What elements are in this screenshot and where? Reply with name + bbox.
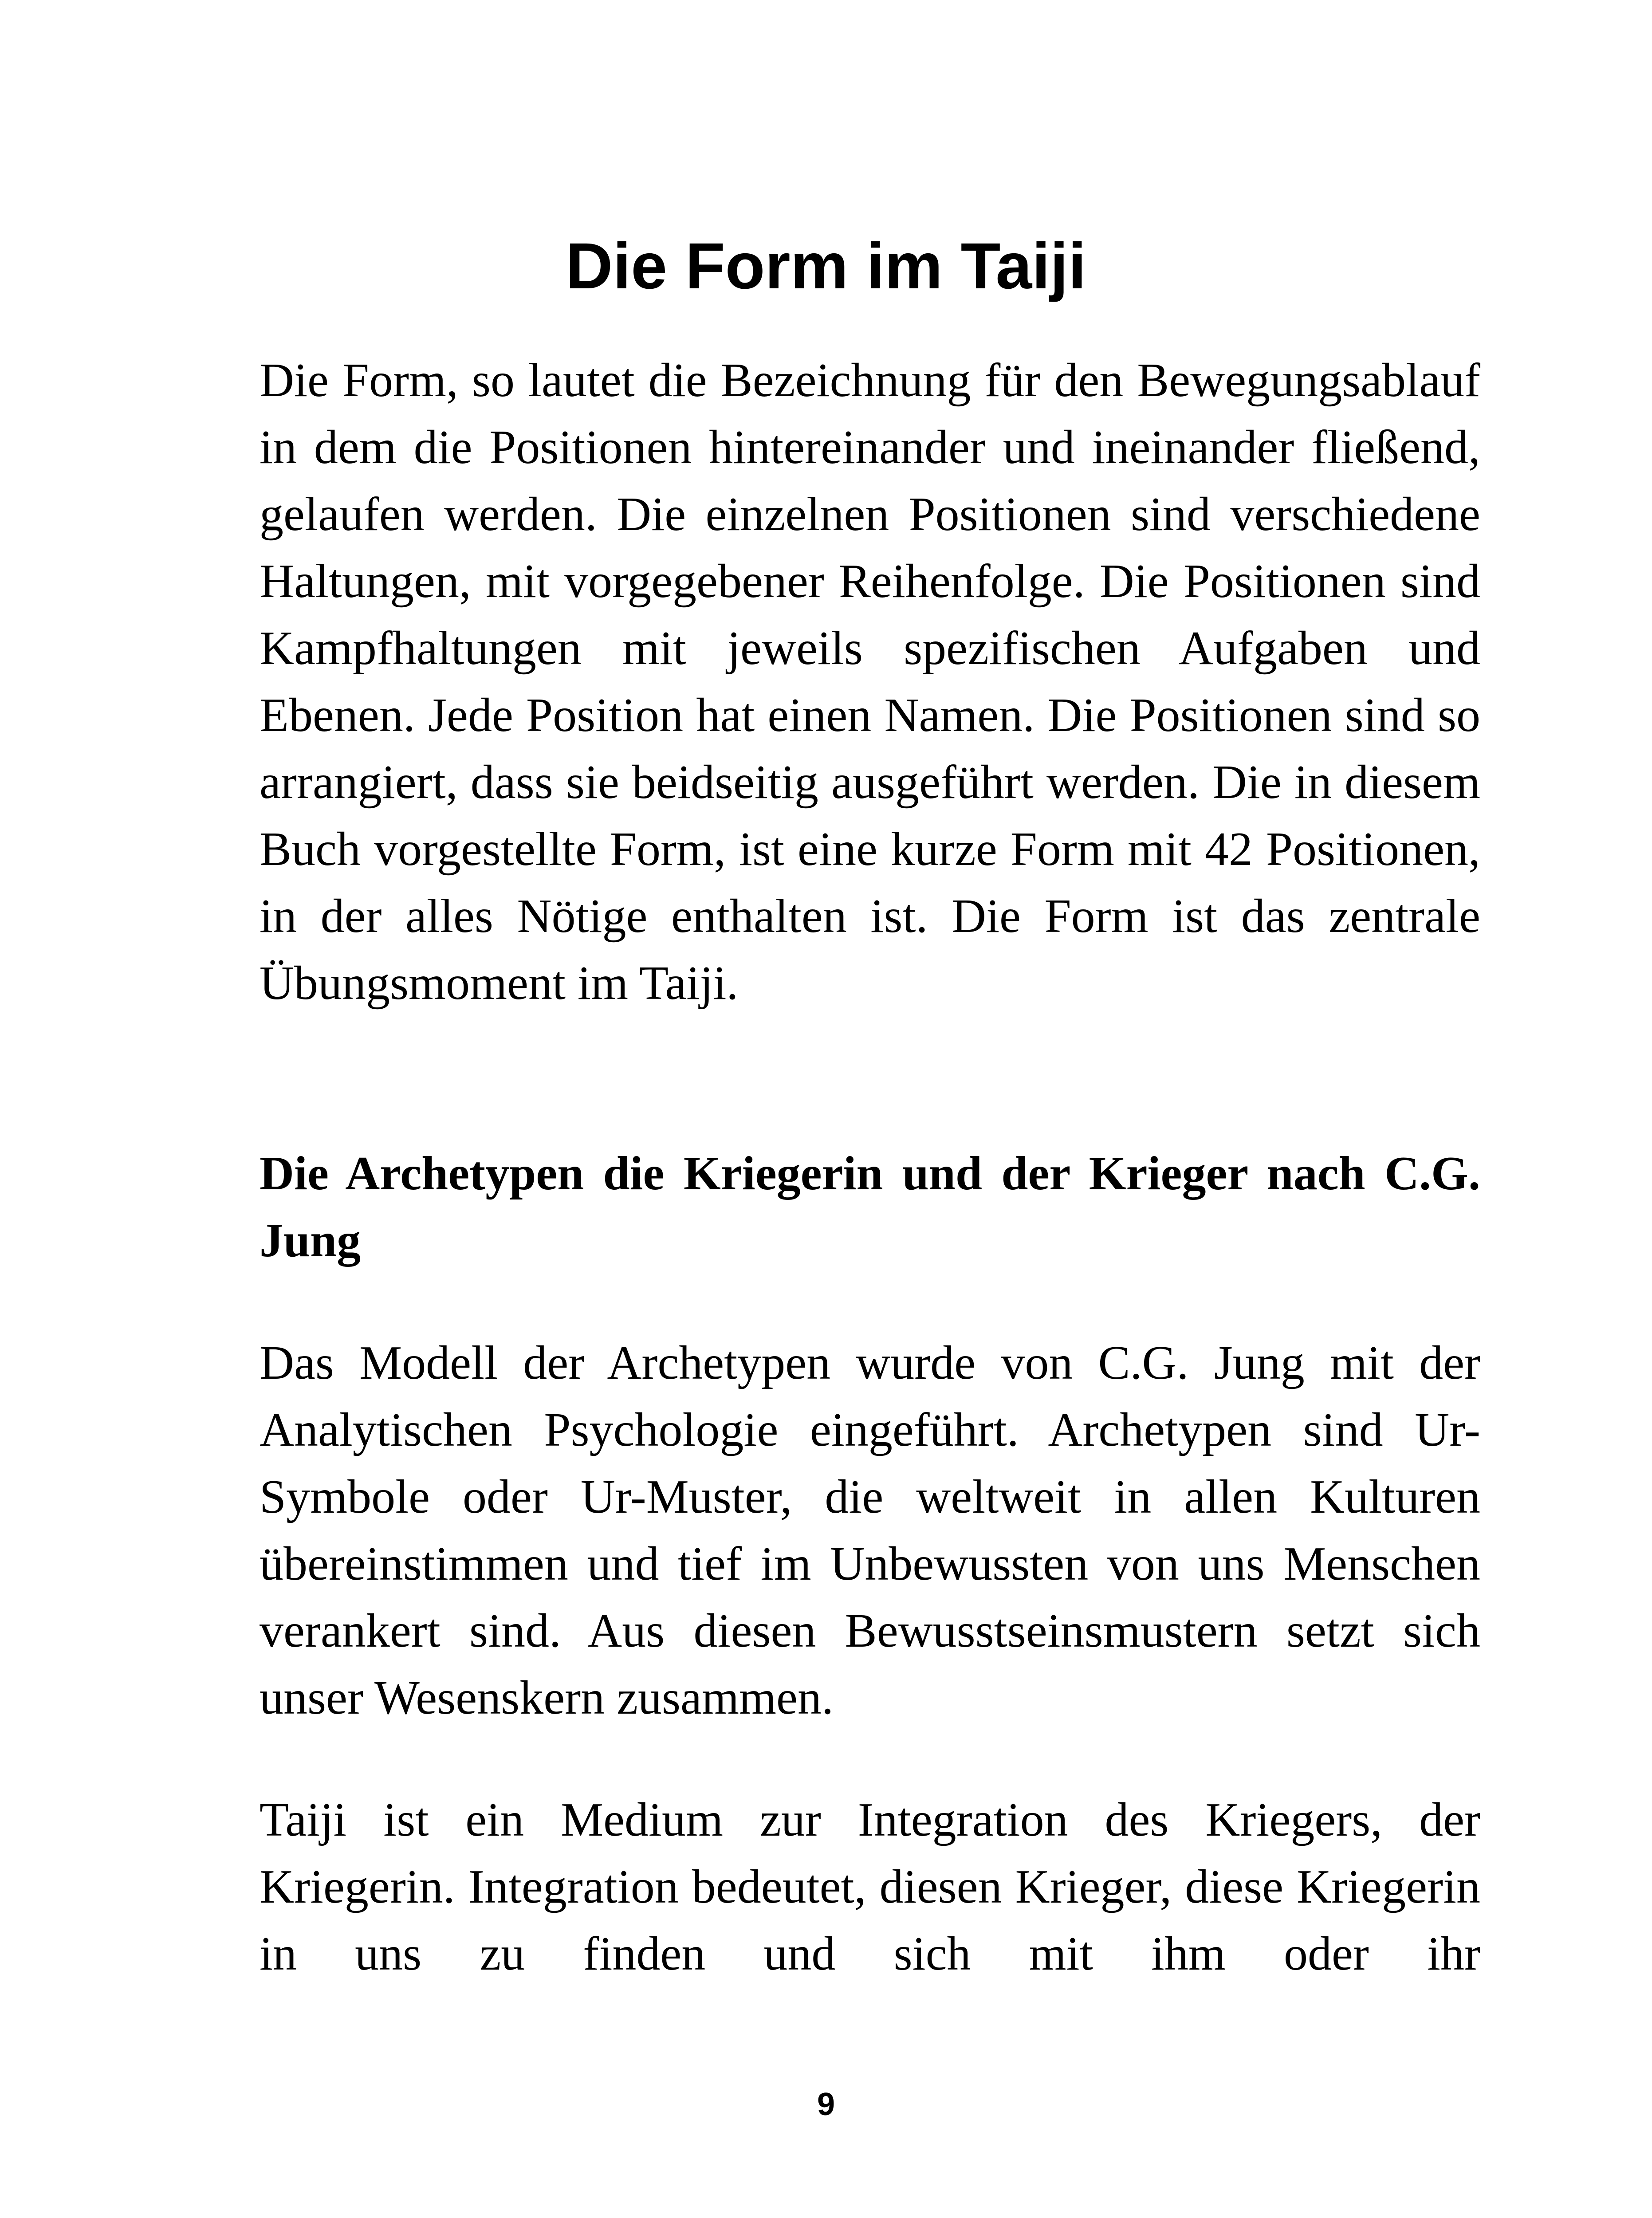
page-title: Die Form im Taiji	[566, 230, 1086, 303]
paragraph-form-description: Die Form, so lautet die Bezeichnung für den Bewegungsablauf in dem die Positionen hintereinander und ineinander fließend, gelaufen werden. Die einzelnen Positionen sind verschiedene Haltungen, mit vorgegebener Reihenfolge. Die Positionen sind Kampfhaltungen mit jeweils spezifischen Aufgaben und Ebenen. Jede Position hat einen Namen. Die Positionen sind so arrangiert, dass sie beidseitig ausgeführt werden. Die in diesem Buch vorgestellte Form, ist eine kurze Form mit 42 Positionen, in der alles Nötige enthalten ist. Die Form ist das zentrale Übungsmoment im Taiji.	[260, 354, 1480, 1010]
section-subheading: Die Archetypen die Kriegerin und der Krieger nach C.G. Jung	[260, 1147, 1480, 1267]
page-number: 9	[817, 2087, 835, 2122]
paragraph-archetypes: Das Modell der Archetypen wurde von C.G. Jung mit der Analytischen Psychologie eingeführt. Archetypen sind Ur-Symbole oder Ur-Muster, die weltweit in allen Kulturen übereinstimmen und tief im Unbewussten von uns Menschen verankert sind. Aus diesen Bewusstseinsmustern setzt sich unser Wesenskern zusammen.	[260, 1337, 1480, 1724]
paragraph-integration: Taiji ist ein Medium zur Integration des Kriegers, der Kriegerin. Integration bedeutet, diesen Krieger, diese Kriegerin in uns zu finden und sich mit ihm oder ihr	[260, 1793, 1480, 1980]
